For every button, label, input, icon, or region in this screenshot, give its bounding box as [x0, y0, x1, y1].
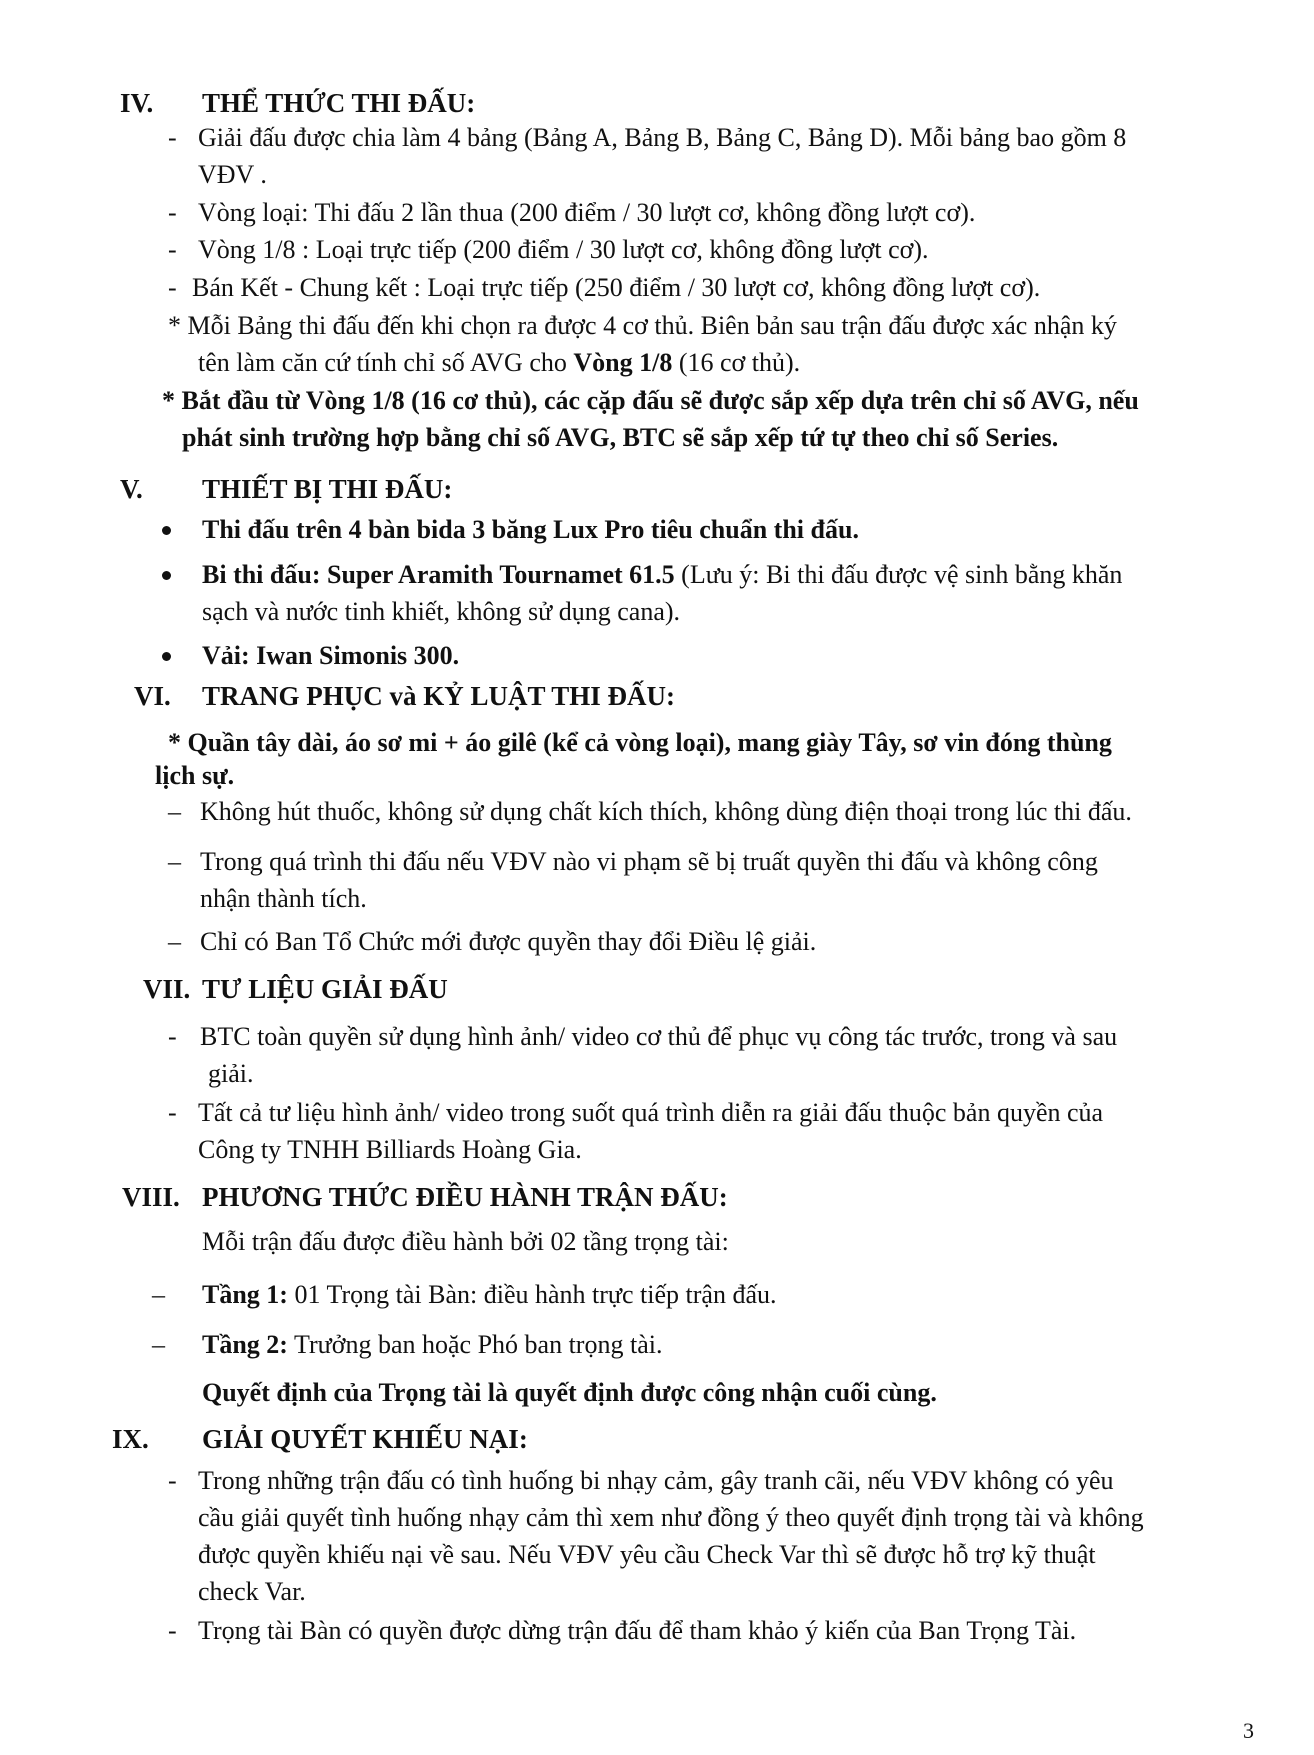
list-item: Chỉ có Ban Tổ Chức mới được quyền thay đổi Điều lệ giải.: [200, 927, 817, 956]
section-vi-title: TRANG PHỤC và KỶ LUẬT THI ĐẤU:: [202, 681, 676, 711]
page-number: 3: [1243, 1718, 1254, 1743]
bullet-item: [202, 558, 1122, 592]
bullet-dot: [162, 571, 171, 580]
note-text-part: tên làm căn cứ tính chỉ số AVG cho: [198, 348, 574, 377]
bold-note: * Quần tây dài, áo sơ mi + áo gilê (kể cả vòng loại), mang giày Tây, sơ vin đóng thùng: [168, 728, 1112, 757]
dash-marker: -: [168, 235, 177, 264]
dash-marker: -: [168, 1466, 177, 1495]
section-ix-title: GIẢI QUYẾT KHIẾU NẠI:: [202, 1424, 528, 1454]
tier-text: 01 Trọng tài Bàn: điều hành trực tiếp trận đấu.: [287, 1280, 777, 1309]
section-vi-number: VI.: [134, 681, 171, 711]
dash-marker: -: [168, 198, 177, 227]
list-item: Vòng 1/8 : Loại trực tiếp (200 điểm / 30 lượt cơ, không đồng lượt cơ).: [198, 235, 929, 264]
list-item-continuation: được quyền khiếu nại về sau. Nếu VĐV yêu cầu Check Var thì sẽ được hỗ trợ kỹ thuật: [198, 1540, 1096, 1569]
list-item-continuation: giải.: [208, 1059, 254, 1088]
list-item: Vòng loại: Thi đấu 2 lần thua (200 điểm / 30 lượt cơ, không đồng lượt cơ).: [198, 198, 976, 227]
dash-marker: -: [168, 273, 177, 302]
dash-marker: –: [168, 847, 181, 876]
section-vii-number: VII.: [143, 974, 191, 1004]
list-item: Trong quá trình thi đấu nếu VĐV nào vi phạm sẽ bị truất quyền thi đấu và không công: [200, 847, 1098, 876]
final-decision-note: Quyết định của Trọng tài là quyết định được công nhận cuối cùng.: [202, 1378, 937, 1407]
note-text: * Mỗi Bảng thi đấu đến khi chọn ra được 4 cơ thủ. Biên bản sau trận đấu được xác nhận ký: [168, 311, 1117, 340]
dash-marker: -: [168, 1022, 177, 1051]
list-item: Trong những trận đấu có tình huống bi nhạy cảm, gây tranh cãi, nếu VĐV không có yêu: [198, 1466, 1114, 1495]
section-v-number: V.: [120, 474, 143, 504]
list-item-continuation: VĐV .: [198, 160, 267, 189]
note-text-bold: Vòng 1/8: [573, 348, 673, 377]
section-v-title: THIẾT BỊ THI ĐẤU:: [202, 474, 453, 504]
bullet-dot: [162, 526, 171, 535]
dash-marker: –: [152, 1330, 165, 1359]
section-viii-number: VIII.: [122, 1182, 180, 1212]
list-item: Giải đấu được chia làm 4 bảng (Bảng A, Bảng B, Bảng C, Bảng D). Mỗi bảng bao gồm 8: [198, 123, 1127, 152]
note-text-line2: [198, 346, 800, 380]
section-vii-title: TƯ LIỆU GIẢI ĐẤU: [202, 974, 448, 1004]
section-viii-title: PHƯƠNG THỨC ĐIỀU HÀNH TRẬN ĐẤU:: [202, 1182, 728, 1212]
list-item-continuation: check Var.: [198, 1577, 306, 1606]
section-iv-number: IV.: [120, 88, 154, 118]
dash-marker: –: [168, 927, 181, 956]
bold-note-line2: lịch sự.: [155, 761, 235, 790]
tier-item: [202, 1278, 776, 1312]
bullet-item-continuation: sạch và nước tinh khiết, không sử dụng cana).: [202, 597, 681, 626]
list-item: Không hút thuốc, không sử dụng chất kích thích, không dùng điện thoại trong lúc thi đấu.: [200, 797, 1132, 826]
tier-label: Tầng 2:: [202, 1330, 288, 1359]
list-item-continuation: cầu giải quyết tình huống nhạy cảm thì xem như đồng ý theo quyết định trọng tài và không: [198, 1503, 1144, 1532]
bullet-item: Vải: Iwan Simonis 300.: [202, 641, 460, 670]
list-item: Tất cả tư liệu hình ảnh/ video trong suốt quá trình diễn ra giải đấu thuộc bản quyền của: [198, 1098, 1104, 1127]
section-ix-number: IX.: [112, 1424, 149, 1454]
list-item-continuation: nhận thành tích.: [200, 884, 367, 913]
list-item: BTC toàn quyền sử dụng hình ảnh/ video cơ thủ để phục vụ công tác trước, trong và sau: [200, 1022, 1118, 1051]
bold-note: * Bắt đầu từ Vòng 1/8 (16 cơ thủ), các cặp đấu sẽ được sắp xếp dựa trên chỉ số AVG, nếu: [162, 386, 1139, 415]
bullet-item-rest: (Lưu ý: Bi thi đấu được vệ sinh bằng khăn: [674, 560, 1123, 589]
dash-marker: -: [168, 1098, 177, 1127]
bullet-item-bold: Bi thi đấu: Super Aramith Tournamet 61.5: [202, 560, 675, 589]
bullet-dot: [162, 652, 171, 661]
list-item: Trọng tài Bàn có quyền được dừng trận đấu để tham khảo ý kiến của Ban Trọng Tài.: [198, 1616, 1077, 1645]
bullet-item: Thi đấu trên 4 bàn bida 3 băng Lux Pro tiêu chuẩn thi đấu.: [202, 515, 859, 544]
bold-note-line2: phát sinh trường hợp bằng chỉ số AVG, BTC sẽ sắp xếp tứ tự theo chỉ số Series.: [182, 423, 1059, 452]
list-item-continuation: Công ty TNHH Billiards Hoàng Gia.: [198, 1135, 582, 1164]
dash-marker: –: [152, 1280, 165, 1309]
note-text-part: (16 cơ thủ).: [672, 348, 801, 377]
tier-text: Trưởng ban hoặc Phó ban trọng tài.: [287, 1330, 663, 1359]
list-item: Bán Kết - Chung kết : Loại trực tiếp (250 điểm / 30 lượt cơ, không đồng lượt cơ).: [192, 273, 1041, 302]
intro-text: Mỗi trận đấu được điều hành bởi 02 tầng trọng tài:: [202, 1227, 729, 1256]
section-iv-title: THỂ THỨC THI ĐẤU:: [202, 88, 476, 118]
dash-marker: –: [168, 797, 181, 826]
tier-label: Tầng 1:: [202, 1280, 288, 1309]
dash-marker: -: [168, 1616, 177, 1645]
dash-marker: -: [168, 123, 177, 152]
tier-item: [202, 1328, 662, 1362]
